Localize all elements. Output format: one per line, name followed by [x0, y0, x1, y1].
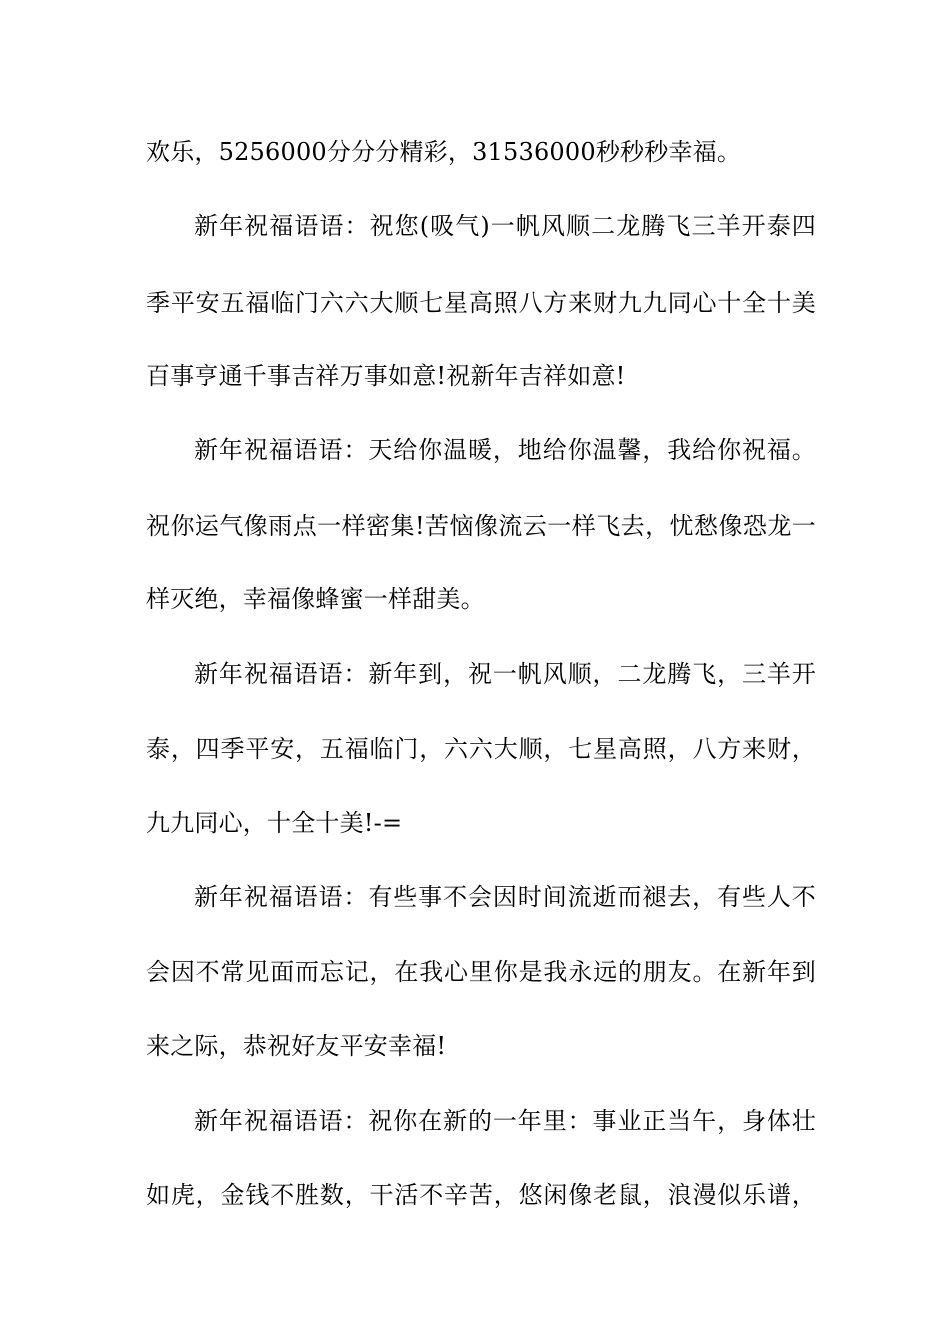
paragraph-2-line-3: 样灭绝，幸福像蜂蜜一样甜美。 [146, 585, 485, 613]
paragraph-2-line-1: 新年祝福语语：天给你温暖，地给你温馨，我给你祝福。 [194, 436, 816, 464]
paragraph-4-line-3: 来之际，恭祝好友平安幸福! [146, 1032, 447, 1060]
paragraph-1-line-2: 季平安五福临门六六大顺七星高照八方来财九九同心十全十美 [146, 289, 816, 317]
paragraph-1-line-1: 新年祝福语语：祝您(吸气)一帆风顺二龙腾飞三羊开泰四 [194, 212, 816, 240]
paragraph-3-line-1: 新年祝福语语：新年到，祝一帆风顺，二龙腾飞，三羊开 [194, 660, 816, 688]
text-line-1: 欢乐，5256000分分分精彩，31536000秒秒秒幸福。 [146, 138, 742, 166]
paragraph-4-line-1: 新年祝福语语：有些事不会因时间流逝而褪去，有些人不 [194, 883, 816, 911]
paragraph-5-line-2: 如虎，金钱不胜数，干活不辛苦，悠闲像老鼠，浪漫似乐谱， [146, 1181, 816, 1209]
paragraph-3-line-3: 九九同心，十全十美!-= [146, 809, 403, 837]
paragraph-4-line-2: 会因不常见面而忘记，在我心里你是我永远的朋友。在新年到 [146, 958, 816, 986]
paragraph-3-line-2: 泰，四季平安，五福临门，六六大顺，七星高照，八方来财， [146, 735, 816, 763]
paragraph-1-line-3: 百事亨通千事吉祥万事如意!祝新年吉祥如意! [146, 362, 626, 390]
paragraph-5-line-1: 新年祝福语语：祝你在新的一年里：事业正当午，身体壮 [194, 1107, 816, 1135]
paragraph-2-line-2: 祝你运气像雨点一样密集!苦恼像流云一样飞去，忧愁像恐龙一 [146, 512, 816, 540]
